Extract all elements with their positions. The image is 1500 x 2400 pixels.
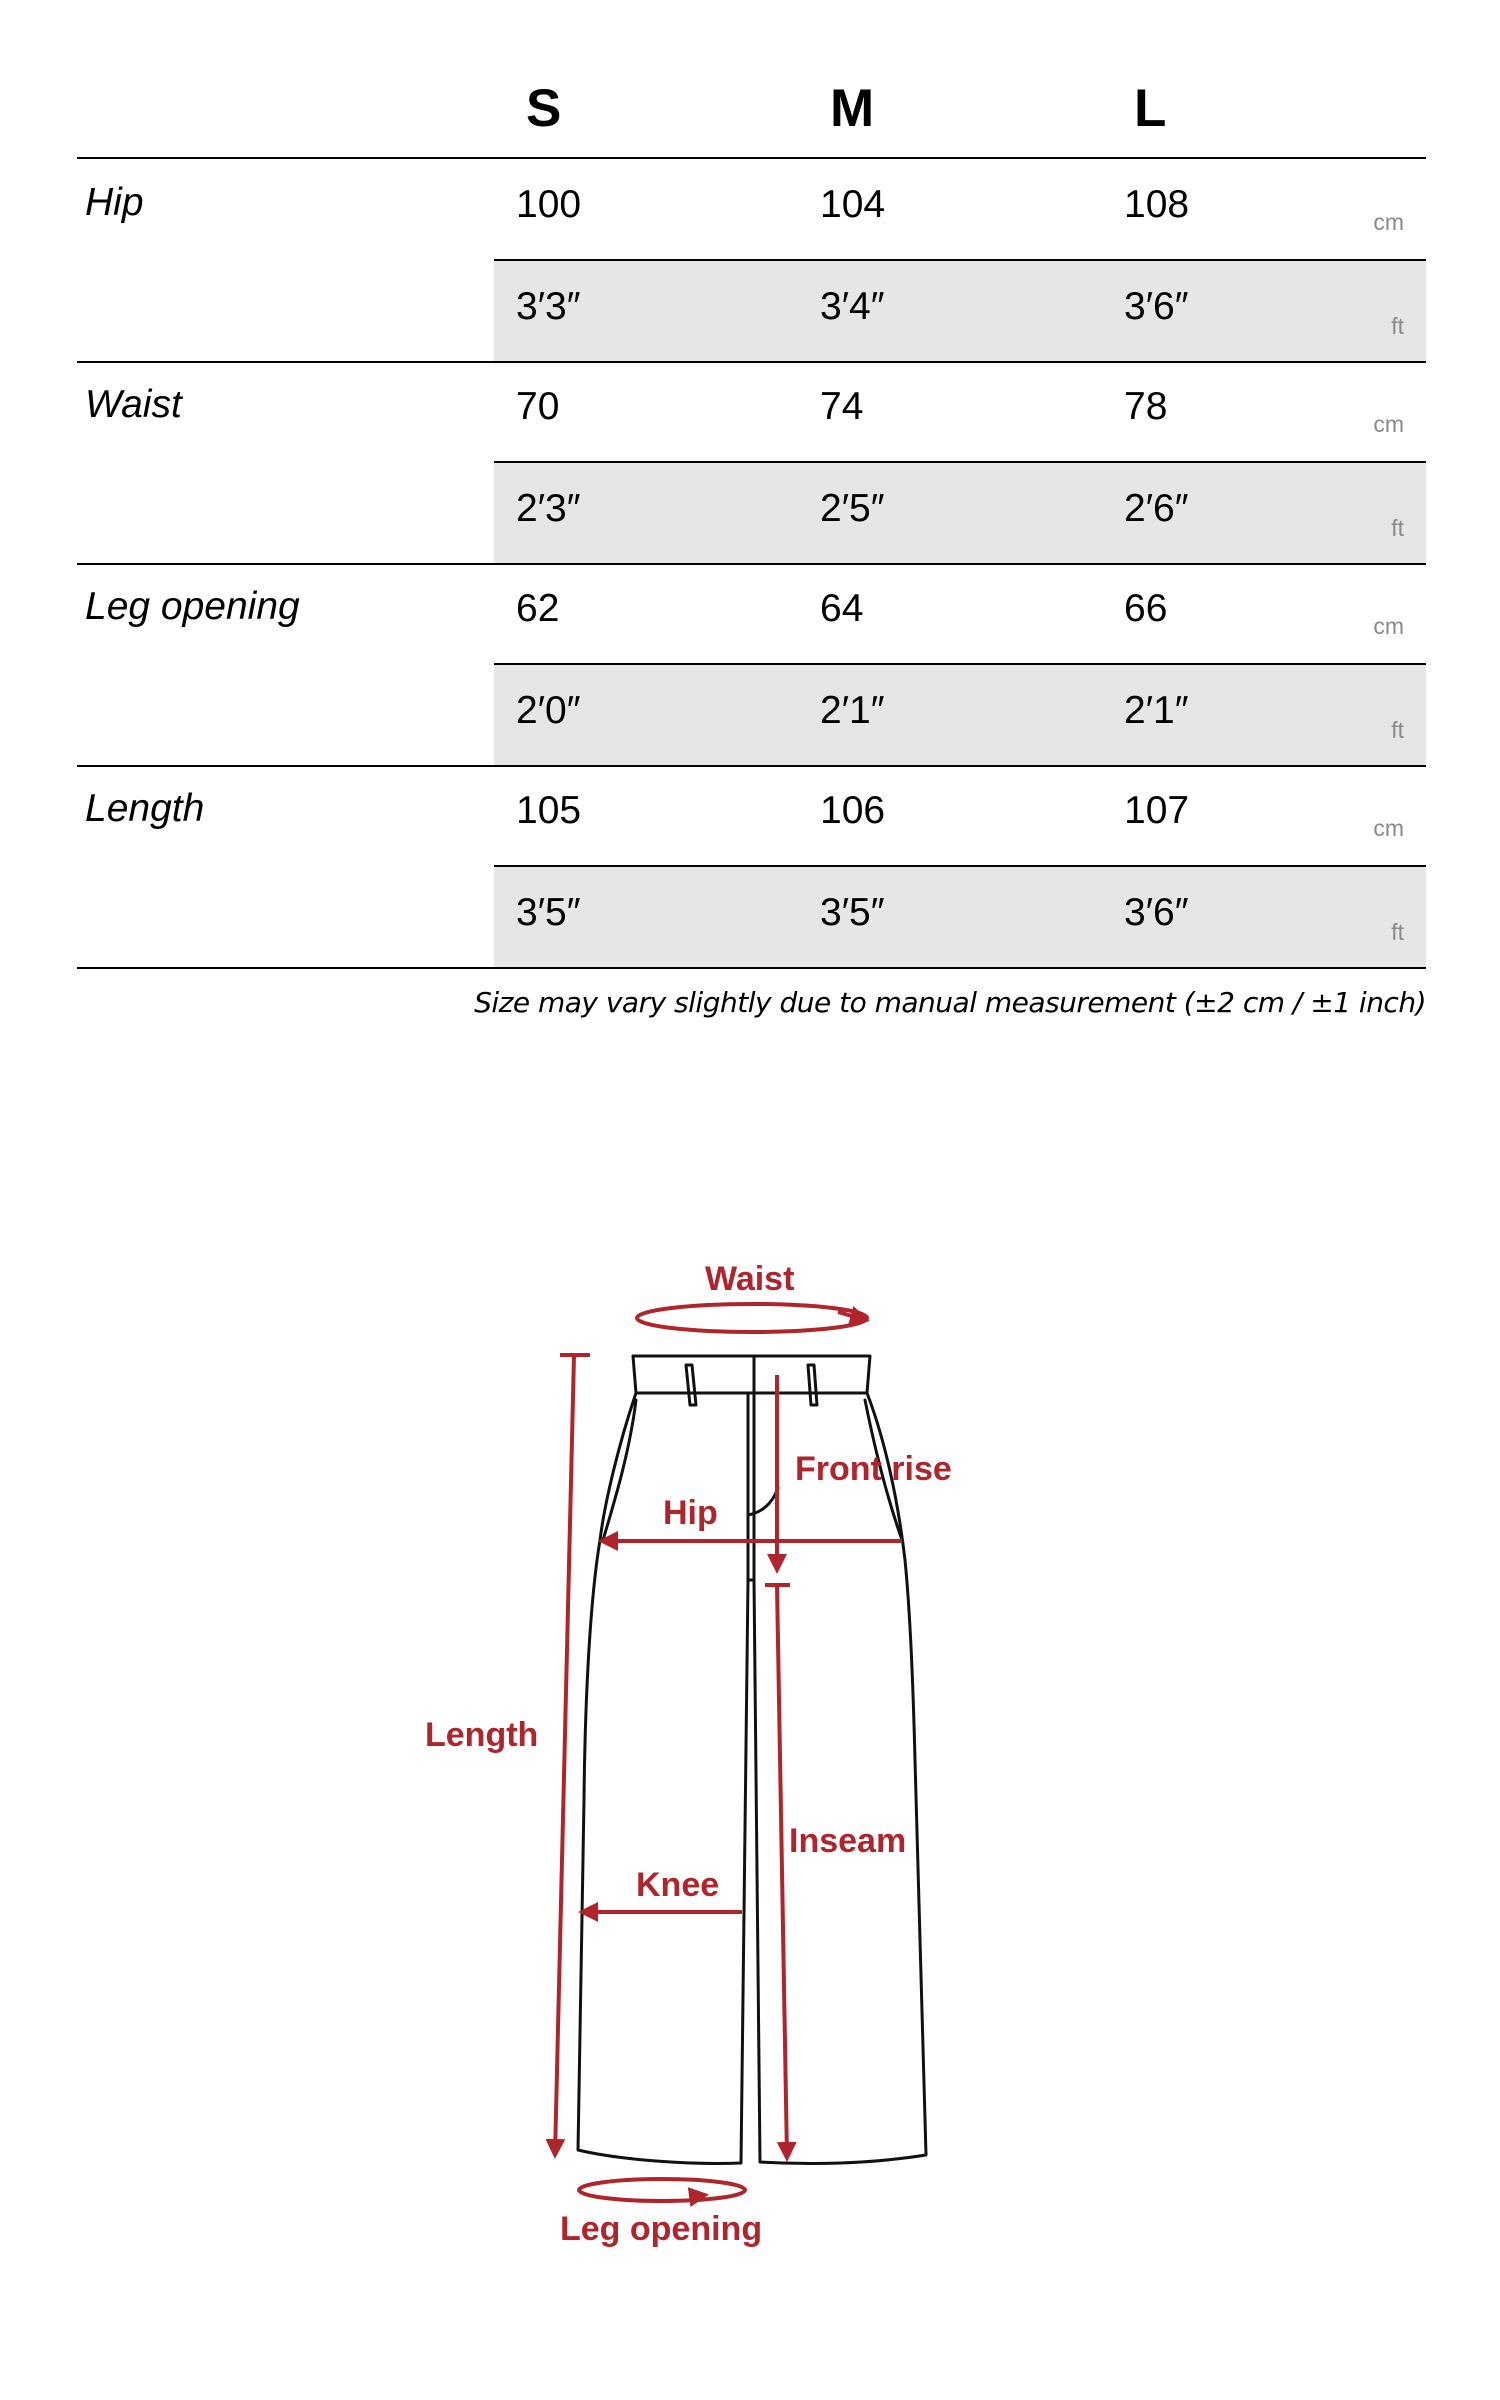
unit-ft: ft xyxy=(1391,919,1404,945)
pants-measurement-diagram xyxy=(0,1230,1500,2310)
ft-row xyxy=(494,261,1426,362)
value-l-cm: 78 xyxy=(1124,385,1168,428)
value-m-cm: 64 xyxy=(820,587,864,630)
value-l-ft: 2′1″ xyxy=(1124,689,1189,732)
leg-opening-label: Leg opening xyxy=(560,2210,763,2248)
value-m-ft: 2′5″ xyxy=(820,487,885,530)
unit-cm: cm xyxy=(1373,209,1404,235)
unit-cm: cm xyxy=(1373,815,1404,841)
value-l-cm: 108 xyxy=(1124,183,1190,226)
value-s-cm: 70 xyxy=(516,385,560,428)
knee-label: Knee xyxy=(636,1866,720,1904)
size-header-l: L xyxy=(1134,79,1167,138)
measurement-length xyxy=(77,765,1426,968)
measurement-label: Hip xyxy=(85,181,144,224)
size-header-s: S xyxy=(526,79,562,138)
value-s-cm: 105 xyxy=(516,789,582,832)
measurement-waist xyxy=(77,361,1426,564)
measurement-hip xyxy=(77,159,1426,362)
front-rise-label: Front rise xyxy=(795,1450,952,1488)
unit-ft: ft xyxy=(1391,515,1404,541)
value-m-ft: 3′5″ xyxy=(820,891,885,934)
unit-cm: cm xyxy=(1373,613,1404,639)
measurement-label: Length xyxy=(85,787,205,830)
value-l-ft: 3′6″ xyxy=(1124,891,1189,934)
measurement-guides xyxy=(555,1304,902,2201)
cm-row xyxy=(494,361,1426,461)
inseam-label: Inseam xyxy=(789,1822,907,1860)
value-l-ft: 2′6″ xyxy=(1124,487,1189,530)
hip-label: Hip xyxy=(663,1494,718,1532)
value-m-cm: 104 xyxy=(820,183,886,226)
ft-row xyxy=(494,665,1426,766)
value-s-ft: 2′3″ xyxy=(516,487,581,530)
measurement-note: Size may vary slightly due to manual measurement (±2 cm / ±1 inch) xyxy=(474,986,1426,1019)
cm-row xyxy=(494,563,1426,663)
ft-row xyxy=(494,463,1426,564)
block-divider xyxy=(77,967,1426,969)
value-l-cm: 66 xyxy=(1124,587,1168,630)
value-m-cm: 74 xyxy=(820,385,864,428)
value-s-cm: 100 xyxy=(516,183,582,226)
measurement-label: Leg opening xyxy=(85,585,300,628)
measurement-leg-opening xyxy=(77,563,1426,766)
value-s-ft: 3′5″ xyxy=(516,891,581,934)
size-header-m: M xyxy=(830,79,875,138)
value-m-ft: 2′1″ xyxy=(820,689,885,732)
waist-label: Waist xyxy=(705,1260,795,1298)
value-m-ft: 3′4″ xyxy=(820,285,885,328)
unit-cm: cm xyxy=(1373,411,1404,437)
value-s-ft: 3′3″ xyxy=(516,285,581,328)
unit-ft: ft xyxy=(1391,717,1404,743)
value-l-ft: 3′6″ xyxy=(1124,285,1189,328)
value-m-cm: 106 xyxy=(820,789,886,832)
length-label: Length xyxy=(425,1716,539,1754)
value-l-cm: 107 xyxy=(1124,789,1190,832)
measurement-label: Waist xyxy=(85,383,182,426)
ft-row xyxy=(494,867,1426,968)
value-s-cm: 62 xyxy=(516,587,560,630)
cm-row xyxy=(494,159,1426,259)
cm-row xyxy=(494,765,1426,865)
unit-ft: ft xyxy=(1391,313,1404,339)
value-s-ft: 2′0″ xyxy=(516,689,581,732)
